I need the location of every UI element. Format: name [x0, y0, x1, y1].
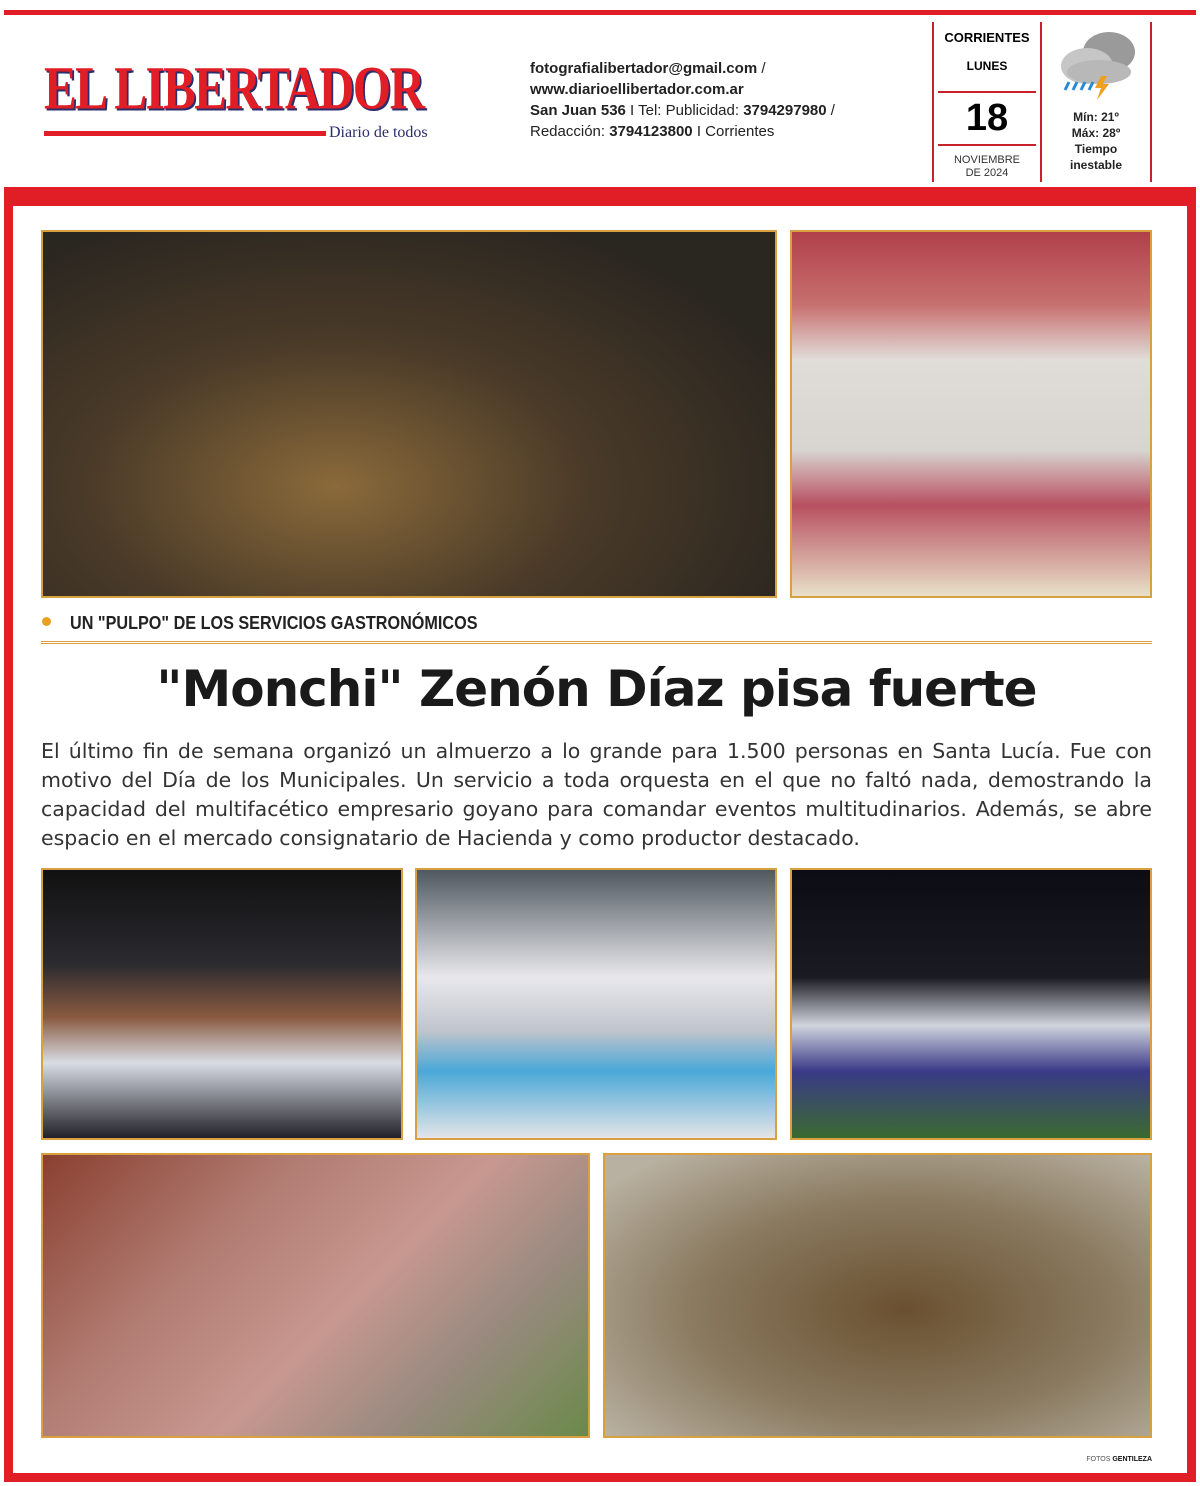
- masthead-slogan: Diario de todos: [329, 124, 428, 141]
- credit-name: GENTILEZA: [1112, 1456, 1152, 1463]
- website-link[interactable]: www.diarioellibertador.com.ar: [530, 81, 744, 98]
- weather-box: [1042, 22, 1152, 182]
- logo-underline: [44, 131, 326, 136]
- email-link[interactable]: fotografialibertador@gmail.com: [530, 60, 758, 77]
- article-body: El último fin de semana organizó un almuerzo a lo grande para 1.500 personas en Santa Lucía. Fue con motivo del Día de los Municipales. Un servicio a toda orquesta en el que no faltó nada, demostrando la capacidad del multifacético empresario goyano para comandar eventos multitudinarios. Además, se abre espacio en el mercado consignatario de Hacienda y como productor destacado.: [41, 739, 1152, 850]
- weather-condition-2: inestable: [1069, 158, 1123, 172]
- separator: /: [826, 102, 835, 119]
- article-kicker: UN "PULPO" DE LOS SERVICIOS GASTRONÓMICOS: [70, 613, 478, 633]
- photo-credit: [1000, 1456, 1152, 1463]
- date-day: 18: [965, 97, 1009, 139]
- weather-min: Mín: 21º: [1073, 110, 1119, 124]
- masthead-logo: EL LIBERTADOR: [44, 53, 424, 123]
- separator: /: [757, 60, 766, 77]
- date-year: DE 2024: [965, 167, 1009, 179]
- weather-max: Máx: 28º: [1071, 126, 1121, 140]
- weather-condition: Tiempo: [1074, 142, 1118, 156]
- divider: [938, 144, 1036, 146]
- date-box: [932, 22, 1042, 182]
- storm-cloud-icon: [1051, 24, 1141, 104]
- photo-field-banner: [790, 868, 1152, 1140]
- contact-info: [530, 58, 835, 142]
- article-headline: "Monchi" Zenón Díaz pisa fuerte: [156, 660, 1037, 718]
- kicker-rule: [41, 641, 1152, 644]
- credit-label: FOTOS: [1086, 1456, 1113, 1463]
- top-rule: [4, 10, 1196, 15]
- header-red-bar: [4, 187, 1196, 197]
- city-suffix: I Corrientes: [692, 123, 775, 140]
- tel-ads: 3794297980: [743, 102, 827, 119]
- photo-staff-group-night: [41, 868, 403, 1140]
- date-month: NOVIEMBRE: [953, 154, 1020, 166]
- tel-newsroom: 3794123800: [609, 123, 693, 140]
- photo-cake-table: [415, 868, 777, 1140]
- photo-grill-ribs: [41, 1153, 590, 1438]
- newsroom-label: Redacción:: [530, 123, 610, 140]
- photo-grill-night: [41, 230, 777, 598]
- address: San Juan 536: [530, 102, 626, 119]
- divider: [938, 91, 1036, 93]
- kicker-bullet-icon: [42, 617, 51, 626]
- date-city: CORRIENTES: [944, 30, 1030, 45]
- tel-label: I Tel: Publicidad:: [625, 102, 744, 119]
- photo-grill-wide: [603, 1153, 1152, 1438]
- date-weekday: LUNES: [966, 59, 1008, 73]
- photo-cold-room-meat: [790, 230, 1152, 598]
